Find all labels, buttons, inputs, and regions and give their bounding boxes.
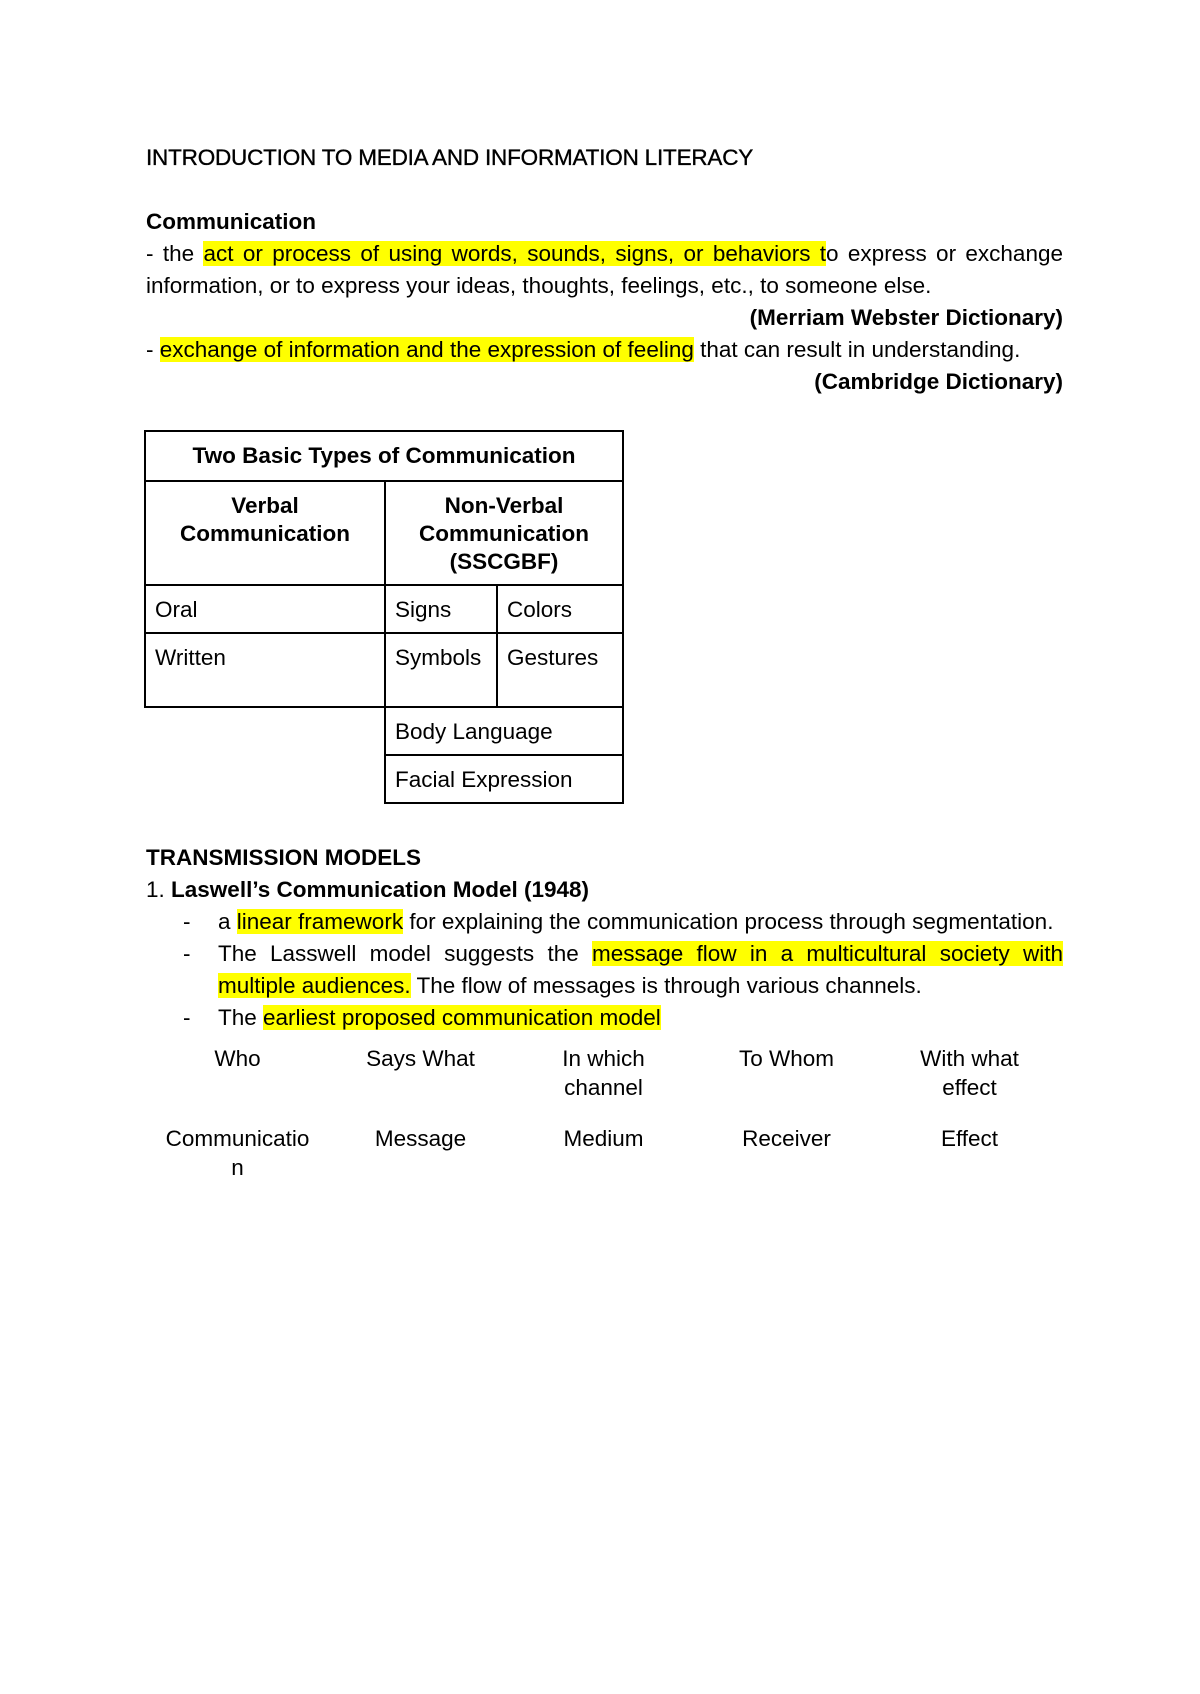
highlighted-text: earliest proposed communication model bbox=[263, 1005, 661, 1030]
grid-element: Effect bbox=[940, 1126, 999, 1151]
table-blank-cell bbox=[145, 755, 385, 803]
table-cell: Written bbox=[145, 633, 385, 707]
grid-question: With what effect bbox=[920, 1046, 1019, 1100]
table-cell: Oral bbox=[145, 585, 385, 633]
grid-element: Message bbox=[374, 1126, 467, 1151]
grid-question: In which channel bbox=[562, 1046, 645, 1100]
communication-heading: Communication bbox=[146, 209, 317, 234]
definition-rest: that can result in understanding. bbox=[693, 337, 1021, 362]
table-title: Two Basic Types of Communication bbox=[145, 431, 623, 481]
grid-question: Says What bbox=[366, 1046, 475, 1071]
list-item bbox=[218, 906, 1063, 938]
table-cell: Gestures bbox=[497, 633, 623, 707]
grid-element: Communication bbox=[165, 1126, 310, 1180]
definition-prefix: - bbox=[146, 337, 160, 362]
bullet-text: a bbox=[218, 909, 237, 934]
citation-cambridge: (Cambridge Dictionary) bbox=[814, 369, 1063, 394]
laswell-model-grid bbox=[146, 1044, 1063, 1182]
model-bullets bbox=[146, 906, 1063, 1034]
nonverbal-header: Non-Verbal Communication (SSCGBF) bbox=[385, 481, 623, 585]
highlighted-text: message flow in a multicultural society with multiple audiences. bbox=[218, 941, 1063, 998]
definition-rest: o express or exchange information, or to express your ideas, thoughts, feelings, etc., to someone else. bbox=[146, 241, 1063, 298]
grid-element: Receiver bbox=[742, 1126, 831, 1151]
document-title: INTRODUCTION TO MEDIA AND INFORMATION LITERACY bbox=[146, 145, 754, 170]
table-cell: Body Language bbox=[385, 707, 623, 755]
document-content bbox=[146, 142, 1063, 1182]
list-item bbox=[218, 938, 1063, 1002]
transmission-heading: TRANSMISSION MODELS bbox=[146, 845, 422, 870]
citation-merriam: (Merriam Webster Dictionary) bbox=[749, 305, 1063, 330]
grid-question: Who bbox=[214, 1046, 261, 1071]
bullet-text: The bbox=[218, 1005, 264, 1030]
bullet-text: for explaining the communication process through segmentation. bbox=[403, 909, 1054, 934]
bullet-text: The Lasswell model suggests the bbox=[218, 941, 592, 966]
grid-element: Medium bbox=[563, 1126, 644, 1151]
table-cell: Symbols bbox=[385, 633, 497, 707]
list-item bbox=[218, 1002, 1063, 1034]
model-number: 1. bbox=[146, 877, 172, 902]
table-cell: Colors bbox=[497, 585, 623, 633]
definition-merriam bbox=[146, 238, 1063, 302]
grid-question: To Whom bbox=[738, 1046, 835, 1071]
definition-prefix: - the bbox=[146, 241, 204, 266]
table-blank-cell bbox=[145, 707, 385, 755]
table-cell: Signs bbox=[385, 585, 497, 633]
highlighted-text: exchange of information and the expression of feeling bbox=[159, 337, 694, 362]
model-name: Laswell’s Communication Model (1948) bbox=[171, 877, 590, 902]
communication-types-table bbox=[144, 430, 624, 804]
table-cell: Facial Expression bbox=[385, 755, 623, 803]
definition-cambridge bbox=[146, 334, 1063, 366]
verbal-header: Verbal Communication bbox=[145, 481, 385, 585]
model-title bbox=[146, 874, 1063, 906]
highlighted-text: linear framework bbox=[236, 909, 404, 934]
highlighted-text: act or process of using words, sounds, signs, or behaviors t bbox=[203, 241, 827, 266]
bullet-text: The flow of messages is through various channels. bbox=[410, 973, 922, 998]
